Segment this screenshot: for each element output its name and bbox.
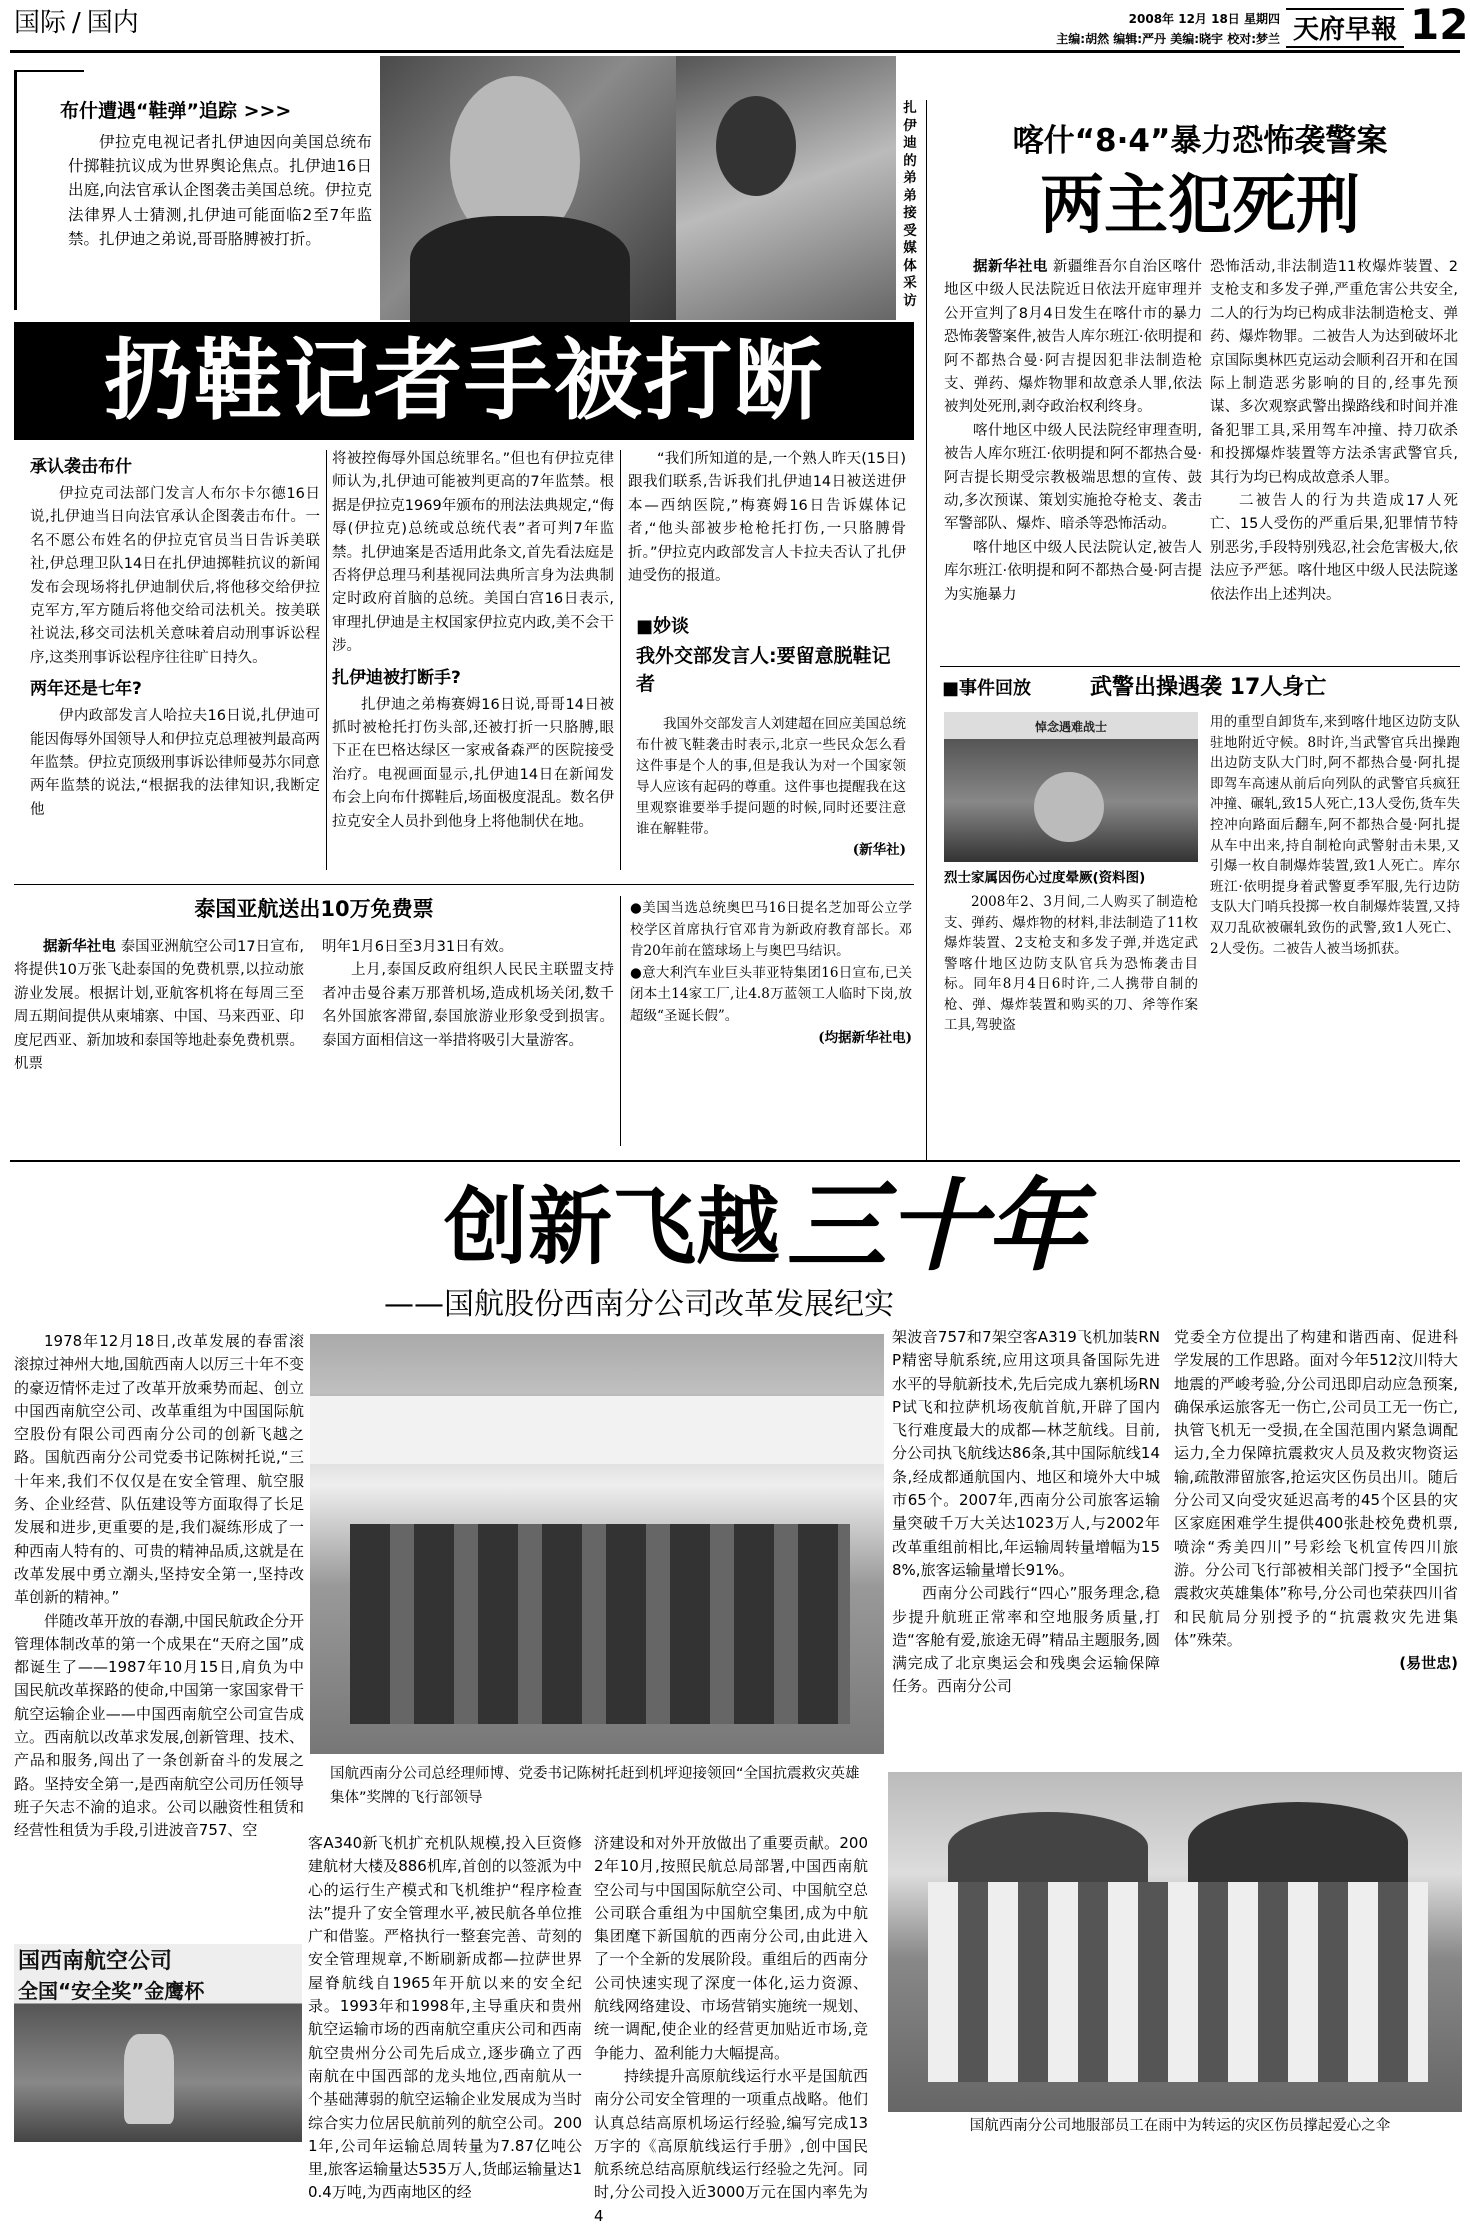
subhead-years: 两年还是七年? xyxy=(30,679,142,700)
subhead-broken: 扎伊迪被打断手? xyxy=(332,667,461,688)
rain-photo-caption: 国航西南分公司地服部员工在雨中为转运的灾区伤员撑起爱心之伞 xyxy=(969,2118,1391,2134)
col-divider xyxy=(326,450,327,870)
kashgar-para-1: 新疆维吾尔自治区喀什地区中级人民法院近日依法开庭审理并公开宣判了8月4日发生在喀什市的暴力恐怖袭警案件,被告人库尔班江·依明提和阿不都热合曼·阿吉提因犯非法制造枪支、弹药、爆炸物罪和故意杀人罪,依法被判处死刑,剥夺政治权利终身。 xyxy=(944,259,1203,416)
review-rule xyxy=(940,666,1460,667)
kashgar-dateline: 据新华社电 xyxy=(973,259,1048,275)
shoe-headline: 扔鞋记者手被打断 xyxy=(14,322,914,440)
feature-para-3: 客A340新飞机扩充机队规模,投入巨资修建航材大楼及886机库,首创的以签派为中心的运行生产模式和飞机维护“程序检查法”提升了安全管理水平,被民航各单位推广和借鉴。严格执行一整套完善、苛刻的安全管理规章,不断刷新成都—拉萨世界屋脊航线自1965年开航以来的安全纪录。1993年和1998年,主导重庆和贵州航空运输市场的西南航空重庆公司和西南航空贵州分公司先后成立,逐步确立了西南航在中国西部的龙头地位,西南航从一个基础薄弱的航空运输企业发展成为当时综合实力位居民航前列的航空公司。2001年,公司年运输总周转量为7.87亿吨公里,旅客运输量达535万人,货邮运输量达10.4万吨,为西南地区的经 xyxy=(308,1834,582,2202)
miao-body-text: 我国外交部发言人刘建超在回应美国总统布什被飞鞋袭击时表示,北京一些民众怎么看这件事是个人的事,但是我认为对一个国家领导人应该有起码的尊重。这件事也提醒我在这里观察谁要举手提问题的时候,同时还要注意谁在解鞋带。 xyxy=(636,716,906,837)
shoe-intro xyxy=(68,130,372,310)
feature-para-2: 伴随改革开放的春潮,中国民航政企分开管理体制改革的第一个成果在“天府之国”成都诞生了——1987年10月15日,肩负为中国民航改革探路的使命,中国第一家国家骨干航空运输企业——中国西南航空公司宣告成立。西南航以改革求发展,创新管理、技术、产品和服务,闯出了一条创新奋斗的发展之路。坚持安全第一,是西南航空公司历任领导班子矢志不渝的追求。公司以融资性租赁和经营性租赁为手段,引进波音757、空 xyxy=(14,1611,304,1840)
shoe-para-2: 伊内政部发言人哈拉夫16日说,扎伊迪可能因侮辱外国领导人和伊拉克总理被判最高两年监禁。伊拉克顶级刑事诉讼律师曼苏尔同意两年监禁的说法,“根据我的法律知识,我断定他 xyxy=(30,708,320,818)
thai-headline: 泰国亚航送出10万免费票 xyxy=(194,897,434,921)
feature-title-right: 三十年 xyxy=(786,1167,1086,1285)
brand-logo: 天府早報 xyxy=(1286,8,1404,48)
aircraft-shape xyxy=(310,1394,884,1464)
subhead-admit: 承认袭击布什 xyxy=(30,457,132,477)
page-number: 12 xyxy=(1410,0,1469,49)
zaidi-portrait-photo xyxy=(380,56,676,320)
miao-title: 我外交部发言人:要留意脱鞋记者 xyxy=(636,645,891,695)
feature-para-1: 1978年12月18日,改革发展的春雷滚滚掠过神州大地,国航西南人以厉三十年不变的豪迈情怀走过了改革开放乘势而起、创立中国西南航空公司、改革重组为中国国际航空股份有限公司西南分公司的创新飞越之路。国航西南分公司党委书记陈树托说,“三十年来,我们不仅仅是在安全管理、航空服务、企业经营、队伍建设等方面取得了长足发展和进步,更重要的是,我们凝练形成了一种西南人特有的、可贵的精神品质,这就是在改革发展中勇立潮头,坚持安全第一,坚持改革创新的精神。” xyxy=(14,1332,304,1607)
kashgar-para-4: 恐怖活动,非法制造11枚爆炸装置、2支枪支和多发子弹,严重危害公共安全,二人的行为均已构成非法制造枪支、弹药、爆炸物罪。二被告人为达到破坏北京国际奥林匹克运动会顺利召开和在国际上制造恶劣影响的目的,经事先预谋、多次观察武警出操路线和时间并准备犯罪工具,采用驾车冲撞、持刀砍杀和投掷爆炸装置等方法杀害武警官兵,其行为均已构成故意杀人罪。 xyxy=(1210,259,1458,486)
staff-group-shape xyxy=(928,1882,1428,2082)
kicker-bar-top xyxy=(14,70,84,72)
shoe-col-1 xyxy=(30,448,320,878)
brother-head-shape xyxy=(716,96,796,196)
brief-obama: ●美国当选总统奥巴马16日提名芝加哥公立学校学区首席执行官邓肯为新政府教育部长。邓肯20年前在篮球场上与奥巴马结识。 xyxy=(630,900,912,960)
feature-para-4: 济建设和对外开放做出了重要贡献。2002年10月,按照民航总局部署,中国西南航空公司与中国国际航空公司、中国航空总公司联合重组为中国航空集团,成为中航集团麾下新国航的西南分公司,由此进入了一个全新的发展阶段。重组后的西南分公司快速实现了深度一体化,运力资源、航线网络建设、市场营销实施统一规划、统一调配,使企业的经营更加贴近市场,竞争能力、盈利能力大幅提高。 xyxy=(594,1834,868,2062)
thai-para-3: 上月,泰国反政府组织人民民主联盟支持者冲击曼谷素万那普机场,造成机场关闭,数千名外国旅客滞留,泰国旅游业形象受到损害。泰国方面相信这一举措将吸引大量游客。 xyxy=(322,962,614,1049)
mourning-photo-caption: 烈士家属因伤心过度晕厥(资料图) xyxy=(944,870,1146,886)
kashgar-headline: 两主犯死刑 xyxy=(1040,169,1360,243)
feature-col-3 xyxy=(594,1832,868,2225)
rain-umbrella-photo xyxy=(888,1772,1462,2112)
kashgar-para-2: 喀什地区中级人民法院经审理查明,被告人库尔班江·依明提和阿不都热合曼·阿吉提长期受宗教极端思想的宣传、鼓动,多次预谋、策划实施抢夺枪支、袭击军警部队、爆炸、暗杀等恐怖活动。 xyxy=(944,422,1202,533)
shoe-para-1: 伊拉克司法部门发言人布尔卡尔德16日说,扎伊迪当日向法官承认企图袭击布什。一名不愿公布姓名的伊拉克官员当日告诉美联社,伊总理卫队14日在扎伊迪掷鞋抗议的新闻发布会现场将扎伊迪制伏后,将他移交给伊拉克军方,军方随后将他交给司法机关。按美联社说法,移交司法机关意味着启动刑事诉讼程序,这类刑事诉讼程序往往旷日持久。 xyxy=(30,486,320,666)
banner-text-2: 全国“安全奖”金鹰杯 xyxy=(18,1979,205,2003)
shoe-col-2 xyxy=(332,448,614,878)
leaders-award-photo xyxy=(310,1334,884,1754)
shoe-bottom-rule xyxy=(14,884,914,885)
kashgar-para-3: 喀什地区中级人民法院认定,被告人库尔班江·依明提和阿不都热合曼·阿吉提为实施暴力 xyxy=(944,539,1202,603)
thai-col-1 xyxy=(14,936,304,1146)
review-col-2 xyxy=(1210,712,1460,1152)
col-divider xyxy=(620,896,621,1146)
trophy-photo xyxy=(14,1944,302,2142)
feature-para-7: 西南分公司践行“四心”服务理念,稳步提升航班正常率和空地服务质量,打造“客舱有爱,旅途无碍”精品主题服务,圆满完成了北京奥运会和残奥会运输保障任务。西南分公司 xyxy=(892,1584,1160,1696)
section-divider xyxy=(926,100,927,1160)
feature-para-8: 党委全方位提出了构建和谐西南、促进科学发展的工作思路。面对今年512汶川特大地震的严峻考验,分公司迅即启动应急预案,确保承运旅客无一伤亡,公司员工无一伤亡,执管飞机无一受损,在全国范围内紧急调配运力,全力保障抗震救灾人员及救灾物资运输,疏散滞留旅客,抢运灾区伤员出川。随后分公司又向受灾延迟高考的45个区县的灾区家庭困难学生提供400张赴校免费机票,喷涂“秀美四川”号彩绘飞机宣传四川旅游。分公司飞行部被相关部门授予“全国抗震救灾英雄集体”称号,分公司也荣获四川省和民航局分别授予的“抗震救灾先进集体”殊荣。 xyxy=(1174,1328,1458,1649)
trophy-shape xyxy=(124,2034,174,2124)
header-rule xyxy=(10,50,1460,53)
kashgar-col-1 xyxy=(944,256,1202,656)
miao-source: (新华社) xyxy=(852,842,906,858)
feature-subtitle: ——国航股份西南分公司改革发展纪实 xyxy=(384,1287,894,1322)
review-para-1: 2008年2、3月间,二人购买了制造枪支、弹药、爆炸物的材料,非法制造了11枚爆炸装置、2支枪支和多发子弹,并选定武警喀什地区边防支队官兵为恐怖袭击目标。同年8月4日6时许,二人携带自制的枪、弹、爆炸装置和购买的刀、斧等作案工具,驾驶盗 xyxy=(944,894,1198,1033)
thai-col-2 xyxy=(322,936,614,1146)
umbrella-shape-1 xyxy=(948,1812,1148,1882)
banner-text-1: 国西南航空公司 xyxy=(18,1949,173,1974)
section-name: 国际 xyxy=(14,8,67,38)
mourner-shape xyxy=(1034,772,1104,842)
mourning-sign: 悼念遇难战士 xyxy=(1034,720,1107,734)
review-col-1 xyxy=(944,892,1198,1152)
issue-date: 2008年 12月 18日 星期四 xyxy=(1128,12,1280,26)
section-separator: / xyxy=(72,8,81,38)
shoe-para-4: 扎伊迪之弟梅赛姆16日说,哥哥14日被抓时被枪托打伤头部,还被打折一只胳膊,眼下正在巴格达绿区一家戒备森严的医院接受治疗。电视画面显示,扎伊迪14日在新闻发布会上向布什掷鞋后,场面极度混乱。数名伊拉克安全人员扑到他身上将他制伏在地。 xyxy=(332,696,614,830)
feature-col-4 xyxy=(892,1326,1160,1766)
miao-tag: ■妙谈 xyxy=(636,616,690,637)
leaders-photo-caption: 国航西南分公司总经理师博、党委书记陈树托赶到机坪迎接领回“全国抗震救灾英雄集体”奖牌的飞行部领导 xyxy=(330,1766,860,1806)
staff-credits: 主编:胡然 编辑:严丹 美编:晓宇 校对:梦兰 xyxy=(1056,32,1280,46)
mourning-photo xyxy=(944,712,1198,862)
miao-body xyxy=(636,714,906,874)
feature-col-2 xyxy=(308,1832,582,2202)
kashgar-col-2 xyxy=(1210,256,1458,656)
brief-fiat: ●意大利汽车业巨头菲亚特集团16日宣布,已关闭本土14家工厂,让4.8万蓝领工人临时下岗,放超级“圣诞长假”。 xyxy=(630,964,912,1024)
col-divider xyxy=(620,450,621,870)
thai-para-1: 泰国亚洲航空公司17日宣布,将提供10万张飞赴泰国的免费机票,以拉动旅游业发展。根据计划,亚航客机将在每周三至周五期间提供从柬埔寨、中国、马来西亚、印度尼西亚、新加坡和泰国等地赴泰免费机票。机票 xyxy=(14,939,305,1073)
shoe-col-3 xyxy=(628,448,906,608)
feature-title-left: 创新飞越 xyxy=(443,1178,780,1276)
review-para-2: 用的重型自卸货车,来到喀什地区边防支队驻地附近守候。8时许,当武警官兵出操跑出边防支队大门时,阿不都热合曼·阿扎提即驾车高速从前后向列队的武警官兵疯狂冲撞、碾轧,致15人死亡,13人受伤,货车失控冲向路面后翻车,阿不都热合曼·阿扎提从车中出来,持自制枪向武警射击未果,又引爆一枚自制爆炸装置,致1人死亡。库尔班江·依明提身着武警夏季军服,先行边防支队大门哨兵投掷一枚自制爆炸装置,又持双刀乱砍被碾轧致伤的武警,致1人死亡、2人受伤。二被告人被当场抓获。 xyxy=(1210,714,1460,957)
brother-photo-caption: 扎伊迪的弟弟接受媒体采访 xyxy=(903,100,917,309)
crowd-shape xyxy=(350,1524,850,1724)
kashgar-para-5: 二被告人的行为共造成17人死亡、15人受伤的严重后果,犯罪情节特别恶劣,手段特别残忍,社会危害极大,依法应予严惩。喀什地区中级人民法院遂依法作出上述判决。 xyxy=(1210,493,1458,603)
shoe-para-3: 将被控侮辱外国总统罪名。”但也有伊拉克律师认为,扎伊迪可能被判更高的7年监禁。根据是伊拉克1969年颁布的刑法法典规定,“侮辱(伊拉克)总统或总统代表”者可判7年监禁。扎伊迪案是否适用此条文,首先看法庭是否将伊总理马利基视同法典所言身为法典制定时政府首脑的总统。美国白宫16日表示,审理扎伊迪是主权国家伊拉克内政,美不会干涉。 xyxy=(332,451,614,655)
section-label xyxy=(14,6,314,42)
thai-dateline: 据新华社电 xyxy=(43,939,116,955)
brother-interview-photo xyxy=(676,56,896,320)
feature-col-5 xyxy=(1174,1326,1458,1766)
briefs-box xyxy=(630,898,912,1148)
kicker-bar xyxy=(14,70,17,310)
feature-para-5: 持续提升高原航线运行水平是国航西南分公司安全管理的一项重点战略。他们认真总结高原机场运行经验,编写完成13万字的《高原航线运行手册》,创中国民航系统总结高原航线运行经验之先河。同时,分公司投入近3000万元在国内率先为4 xyxy=(594,2066,868,2225)
feature-para-6: 架波音757和7架空客A319飞机加装RNP精密导航系统,应用这项具备国际先进水平的导航新技术,先后完成九寨机场RNP试飞和拉萨机场夜航首航,开辟了国内飞行难度最大的成都—林芝航线。目前,分公司执飞航线达86条,其中国际航线14条,经成都通航国内、地区和境外大中城市65个。2007年,西南分公司旅客运输量突破千万大关达1023万人,与2002年改革重组前相比,年运输周转量增幅为158%,旅客运输量增长91%。 xyxy=(892,1328,1160,1579)
kashgar-kicker: 喀什“8·4”暴力恐怖袭警案 xyxy=(1012,123,1388,159)
shoe-para-5: “我们所知道的是,一个熟人昨天(15日)跟我们联系,告诉我们扎伊迪14日被送进伊本—西纳医院,”梅赛姆16日告诉媒体记者,“他头部被步枪枪托打伤,一只胳膊骨折。”伊拉克内政部发言人卡拉夫否认了扎伊迪受伤的报道。 xyxy=(628,451,906,585)
umbrella-shape-2 xyxy=(1188,1802,1408,1882)
review-title: 武警出操遇袭 17人身亡 xyxy=(1090,675,1327,700)
feature-col-1 xyxy=(14,1330,304,1940)
section-rule xyxy=(10,1160,1460,1162)
thai-para-2: 明年1月6日至3月31日有效。 xyxy=(322,939,514,955)
review-tag: ■事件回放 xyxy=(942,678,1032,699)
briefs-source: (均据新华社电) xyxy=(818,1029,912,1046)
feature-byline: (易世忠) xyxy=(1399,1654,1458,1673)
shoe-kicker: 布什遭遇“鞋弹”追踪 >>> xyxy=(60,100,292,122)
shoulders-shape xyxy=(410,216,630,326)
shoe-intro-text: 伊拉克电视记者扎伊迪因向美国总统布什掷鞋抗议成为世界舆论焦点。扎伊迪16日出庭,向法官承认企图袭击美国总统。伊拉克法律界人士猜测,扎伊迪可能面临2至7年监禁。扎伊迪之弟说,哥哥胳膊被打折。 xyxy=(68,133,372,248)
subsection-name: 国内 xyxy=(86,8,139,38)
